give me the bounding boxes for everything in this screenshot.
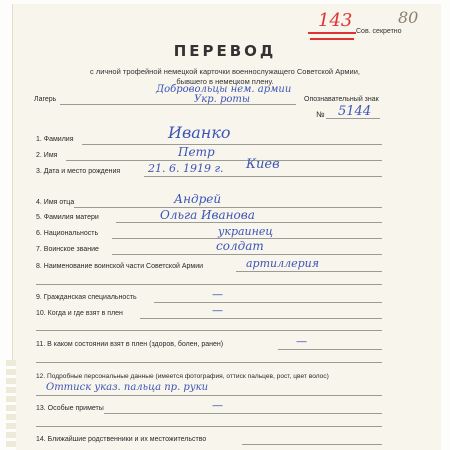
details-line <box>36 395 382 396</box>
archive-number: 143 <box>318 10 353 31</box>
torn-edge <box>6 360 16 450</box>
specialty-value: — <box>212 288 223 301</box>
father-value: Андрей <box>174 192 222 206</box>
captured-value: — <box>212 304 223 317</box>
mother-label: 5. Фамилия матери <box>36 214 99 221</box>
surname-line <box>82 144 382 145</box>
id-prefix: № <box>316 110 325 119</box>
birth-line <box>144 176 382 177</box>
rank-value: солдат <box>216 239 264 253</box>
father-label: 4. Имя отца <box>36 199 75 206</box>
condition-value: — <box>296 335 307 348</box>
id-label: Опознавательный знак <box>304 96 379 103</box>
unit-line-2 <box>36 284 382 285</box>
document-title: ПЕРЕВОД <box>173 42 277 60</box>
specialty-line <box>154 302 382 303</box>
condition-line <box>278 349 382 350</box>
specialty-label: 9. Гражданская специальность <box>36 294 137 301</box>
name-label: 2. Имя <box>36 152 58 159</box>
unit-value: артиллерия <box>246 257 320 270</box>
relatives-label: 14. Ближайшие родственники и их местожительство <box>36 436 207 443</box>
unit-label: 8. Наименование воинской части Советской Армии <box>36 263 204 270</box>
captured-line-2 <box>36 330 382 331</box>
relatives-line <box>242 444 382 445</box>
rank-label: 7. Воинское звание <box>36 246 99 253</box>
nationality-label: 6. Национальность <box>36 230 99 237</box>
details-value: Оттиск указ. пальца пр. руки <box>46 382 209 393</box>
surname-label: 1. Фамилия <box>36 136 74 143</box>
nationality-value: украинец <box>218 225 274 238</box>
condition-label: 11. В каком состоянии взят в плен (здоров, болен, ранен) <box>36 341 224 348</box>
name-value: Петр <box>178 145 215 159</box>
mother-value: Ольга Иванова <box>160 208 255 222</box>
marks-line-2 <box>36 426 382 427</box>
birth-place: Киев <box>246 157 280 172</box>
details-label: 12. Подробные персональные данные (имеется фотография, оттиск пальцев, рост, цвет волос) <box>36 373 329 380</box>
unit-line <box>236 271 382 272</box>
camp-value-1: Добровольцы нем. армии <box>156 84 292 95</box>
marks-label: 13. Особые приметы <box>36 405 104 412</box>
marks-line <box>104 413 382 414</box>
camp-value-2: Укр. роты <box>194 94 251 105</box>
camp-line <box>60 104 296 105</box>
id-value: 5144 <box>338 104 372 119</box>
camp-label: Лагерь <box>34 96 57 103</box>
red-strike-2 <box>310 38 354 40</box>
mother-line <box>116 222 382 223</box>
document-subtitle-2: бывшего в немецком плену. <box>176 77 274 86</box>
name-line <box>66 160 382 161</box>
document-subtitle-1: с личной трофейной немецкой карточки военнослужащего Советской Армии, <box>89 67 361 76</box>
captured-line <box>140 318 382 319</box>
condition-line-2 <box>36 362 382 363</box>
marks-value: — <box>212 399 223 412</box>
birth-label: 3. Дата и место рождения <box>36 168 121 175</box>
surname-value: Иванко <box>168 123 231 142</box>
rank-line <box>112 254 382 255</box>
pencil-number: 80 <box>398 8 419 27</box>
red-strike-1 <box>308 32 356 34</box>
captured-label: 10. Когда и где взят в плен <box>36 310 123 317</box>
secret-stamp: Сов. секретно <box>356 28 402 35</box>
birth-date: 21. 6. 1919 г. <box>148 162 224 175</box>
